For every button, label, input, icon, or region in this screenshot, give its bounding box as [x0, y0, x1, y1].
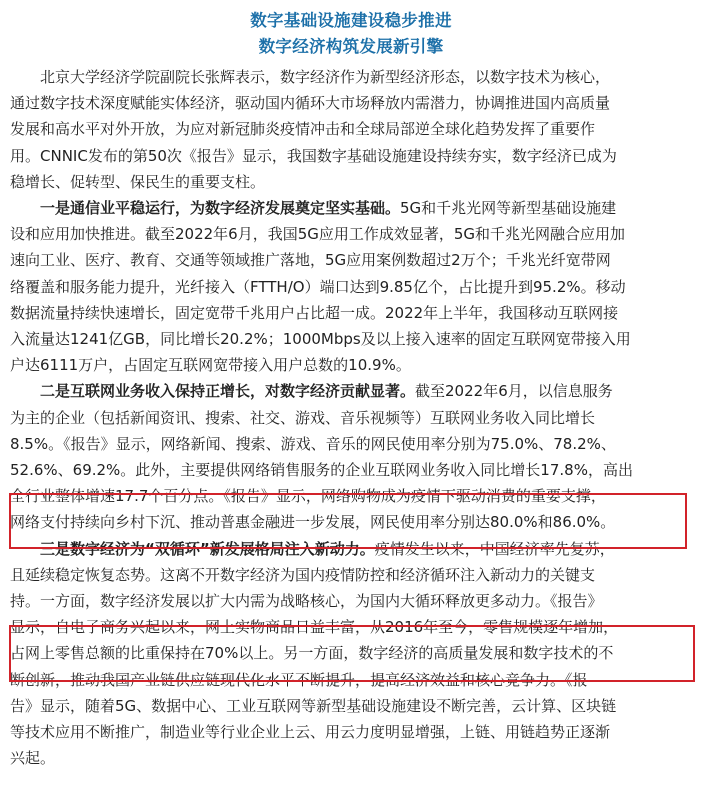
text-line: 告》显示，随着5G、数据中心、工业互联网等新型基础设施建设不断完善，云计算、区块链	[10, 696, 617, 715]
text-line: 北京大学经济学院副院长张辉表示，数字经济作为新型经济形态，以数字技术为核心，	[40, 68, 611, 86]
text-line: 等技术应用不断推广，制造业等行业企业上云、用云力度明显增强，上链、用链趋势正逐渐	[10, 723, 611, 742]
article-title-line1: 数字基础设施建设稳步推进	[250, 11, 452, 30]
text-line: 数据流量持续快速增长，固定宽带千兆用户占比超一成。2022年上半年，我国移动互联网接	[10, 303, 619, 322]
text-segment: 5G和千兆光网等新型基础设施建	[400, 199, 617, 218]
text-segment: 疫情发生以来，中国经济率先复苏，	[374, 539, 615, 558]
article-title-line2: 数字经济构筑发展新引擎	[258, 37, 444, 56]
text-line	[10, 378, 692, 404]
paragraph-lead: 二是互联网业务收入保持正增长，对数字经济贡献显著。	[40, 382, 416, 401]
text-line	[10, 536, 692, 562]
text-line: 发展和高水平对外开放，为应对新冠肺炎疫情冲击和全球局部逆全球化趋势发挥了重要作	[10, 120, 596, 139]
text-line: 断创新，推动我国产业链供应链现代化水平不断提升，提高经济效益和核心竞争力。《报	[10, 670, 588, 689]
text-line: 速向工业、医疗、教育、交通等领域推广落地，5G应用案例数超过2万个；千兆光纤宽带网	[10, 251, 611, 270]
text-line: 为主的企业（包括新闻资讯、搜索、社交、游戏、音乐视频等）互联网业务收入同比增长	[10, 408, 596, 427]
text-line: 占网上零售总额的比重保持在70%以上。另一方面，数字经济的高质量发展和数字技术的不	[10, 644, 614, 663]
text-line: 52.6%、69.2%。此外，主要提供网络销售服务的企业互联网业务收入同比增长17.8%，高出	[10, 461, 633, 480]
text-segment: 截至2022年6月，以信息服务	[415, 382, 613, 401]
text-line: 设和应用加快推进。截至2022年6月，我国5G应用工作成效显著，5G和千兆光网融合应用加	[10, 225, 626, 244]
paragraph-lead: 三是数字经济为“双循环”新发展格局注入新动力。	[40, 539, 375, 558]
text-line: 入流量达1241亿GB，同比增长20.2%；1000Mbps及以上接入速率的固定互联网宽带接入用	[10, 330, 631, 349]
text-line: 兴起。	[10, 749, 56, 768]
paragraph-3	[10, 378, 692, 535]
paragraph-lead: 一是通信业平稳运行，为数字经济发展奠定坚实基础。	[40, 199, 401, 218]
paragraph-2	[10, 195, 692, 378]
text-line: 8.5%。《报告》显示，网络新闻、搜索、游戏、音乐的网民使用率分别为75.0%、78.2%、	[10, 434, 616, 453]
text-line: 用。CNNIC发布的第50次《报告》显示，我国数字基础设施建设持续夯实，数字经济已成为	[10, 146, 617, 165]
text-line: 全行业整体增速17.7个百分点。《报告》显示，网络购物成为疫情下驱动消费的重要支撑，	[10, 487, 606, 506]
text-line: 网络支付持续向乡村下沉、推动普惠金融进一步发展，网民使用率分别达80.0%和86.0%。	[10, 513, 616, 532]
text-line: 显示，自电子商务兴起以来，网上实物商品日益丰富，从2016年至今，零售规模逐年增加，	[10, 618, 619, 637]
text-line: 且延续稳定恢复态势。这离不开数字经济为国内疫情防控和经济循环注入新动力的关键支	[10, 565, 596, 584]
text-line: 稳增长、促转型、保民生的重要支柱。	[10, 172, 266, 191]
paragraph-1	[10, 64, 692, 195]
text-line: 持。一方面，数字经济发展以扩大内需为战略核心，为国内大循环释放更多动力。《报告》	[10, 592, 603, 611]
text-line	[10, 195, 692, 221]
paragraph-4	[10, 536, 692, 772]
text-line: 络覆盖和服务能力提升，光纤接入（FTTH/O）端口达到9.85亿个，占比提升到95.2%。移动	[10, 277, 626, 296]
text-line: 户达6111万户，占固定互联网宽带接入用户总数的10.9%。	[10, 356, 411, 375]
text-line: 通过数字技术深度赋能实体经济，驱动国内循环大市场释放内需潜力，协调推进国内高质量	[10, 94, 611, 113]
